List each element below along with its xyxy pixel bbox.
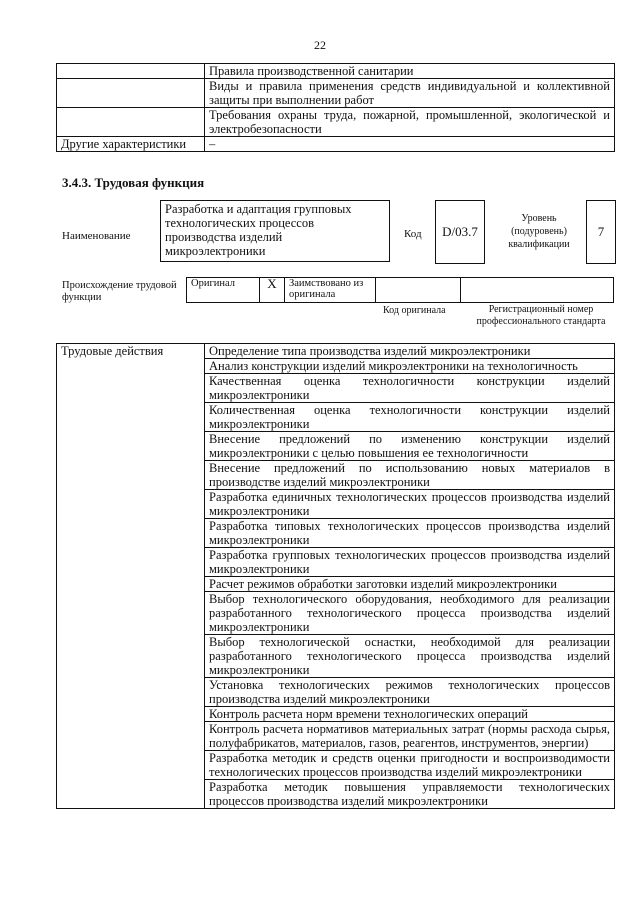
qualification-level-box: 7 bbox=[586, 200, 616, 264]
requirements-table bbox=[56, 63, 615, 152]
row-label bbox=[57, 108, 205, 137]
labor-action-item: Расчет режимов обработки заготовки изделий микроэлектроники bbox=[205, 577, 615, 592]
labor-action-item: Определение типа производства изделий микроэлектроники bbox=[205, 344, 615, 359]
function-code-box: D/03.7 bbox=[435, 200, 485, 264]
table-row bbox=[57, 64, 615, 79]
original-label: Оригинал bbox=[187, 278, 260, 303]
code-original-cell bbox=[376, 278, 461, 303]
row-text: – bbox=[205, 137, 615, 152]
labor-actions-label: Трудовые действия bbox=[57, 344, 205, 809]
row-text: Требования охраны труда, пожарной, промышленной, экологической и электробезопасности bbox=[205, 108, 615, 137]
page-number: 22 bbox=[314, 38, 326, 52]
original-mark: X bbox=[260, 278, 285, 303]
row-label: Другие характеристики bbox=[57, 137, 205, 152]
row-text: Виды и правила применения средств индивидуальной и коллективной защиты при выполнении работ bbox=[205, 79, 615, 108]
labor-action-item: Разработка единичных технологических процессов производства изделий микроэлектроники bbox=[205, 490, 615, 519]
labor-actions-table bbox=[56, 343, 615, 809]
origin-table bbox=[186, 277, 614, 303]
name-label: Наименование bbox=[62, 230, 131, 242]
level-label: Уровень (подуровень) квалификации bbox=[508, 213, 570, 250]
labor-action-item: Разработка методик и средств оценки пригодности и воспроизводимости технологических процессов производства изделий микроэлектроники bbox=[205, 751, 615, 780]
borrowed-label: Заимствовано из оригинала bbox=[285, 278, 376, 303]
labor-action-item: Установка технологических режимов технологических процессов производства изделий микроэлектроники bbox=[205, 678, 615, 707]
labor-action-item: Разработка методик повышения управляемости технологических процессов производства изделий микроэлектроники bbox=[205, 780, 615, 809]
table-row bbox=[57, 344, 615, 359]
row-label bbox=[57, 79, 205, 108]
section-title: 3.4.3. Трудовая функция bbox=[62, 175, 205, 190]
labor-action-item: Количественная оценка технологичности конструкции изделий микроэлектроники bbox=[205, 403, 615, 432]
labor-action-item: Внесение предложений по изменению конструкции изделий микроэлектроники с целью повышения ее технологичности bbox=[205, 432, 615, 461]
reg-number-caption: Регистрационный номер профессионального стандарта bbox=[476, 304, 606, 327]
reg-number-cell bbox=[461, 278, 614, 303]
code-original-caption: Код оригинала bbox=[383, 305, 446, 316]
row-label bbox=[57, 64, 205, 79]
code-label: Код bbox=[404, 228, 422, 240]
labor-action-item: Контроль расчета нормативов материальных затрат (нормы расхода сырья, полуфабрикатов, материалов, газов, реагентов, инструментов, энергии) bbox=[205, 722, 615, 751]
table-row bbox=[57, 137, 615, 152]
labor-action-item: Разработка групповых технологических процессов производства изделий микроэлектроники bbox=[205, 548, 615, 577]
table-row bbox=[57, 108, 615, 137]
labor-action-item: Выбор технологического оборудования, необходимого для реализации разработанного технологического процесса производства изделий микроэлектроники bbox=[205, 592, 615, 635]
labor-action-item: Разработка типовых технологических процессов производства изделий микроэлектроники bbox=[205, 519, 615, 548]
labor-action-item: Анализ конструкции изделий микроэлектроники на технологичность bbox=[205, 359, 615, 374]
table-row bbox=[57, 79, 615, 108]
labor-action-item: Выбор технологической оснастки, необходимой для реализации разработанного технологического процесса производства изделий микроэлектроники bbox=[205, 635, 615, 678]
origin-label: Происхождение трудовой функции bbox=[62, 280, 177, 303]
row-text: Правила производственной санитарии bbox=[205, 64, 615, 79]
function-name-box: Разработка и адаптация групповых технологических процессов производства изделий микроэлектроники bbox=[160, 200, 390, 262]
labor-action-item: Качественная оценка технологичности конструкции изделий микроэлектроники bbox=[205, 374, 615, 403]
labor-action-item: Внесение предложений по использованию новых материалов в производстве изделий микроэлектроники bbox=[205, 461, 615, 490]
labor-action-item: Контроль расчета норм времени технологических операций bbox=[205, 707, 615, 722]
